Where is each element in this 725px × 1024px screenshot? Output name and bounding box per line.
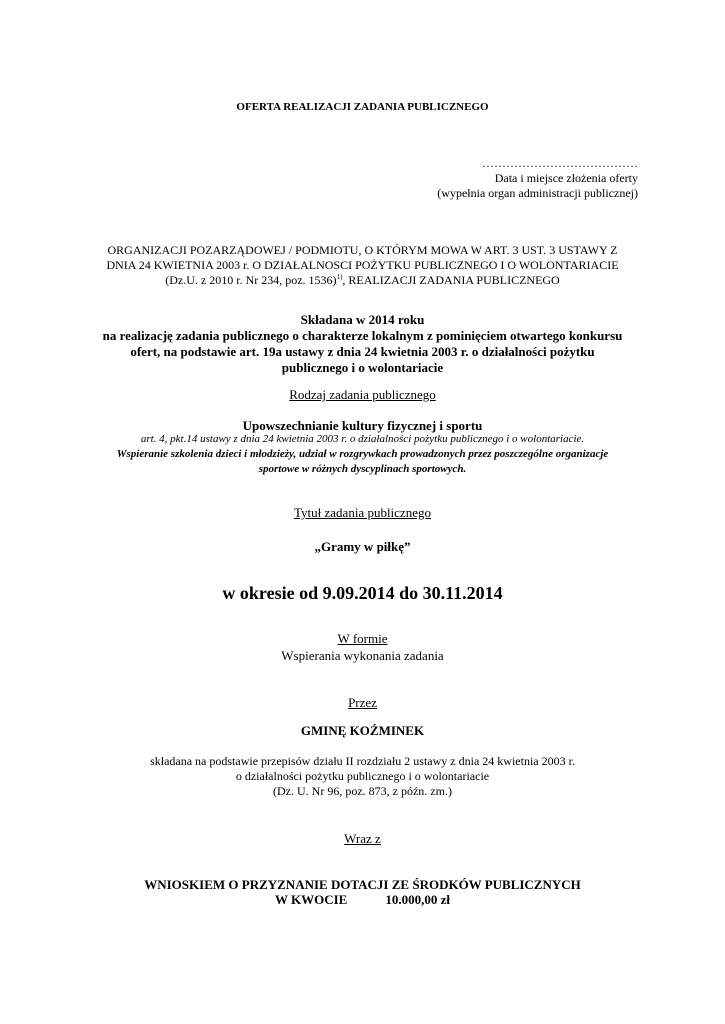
org-line-3-text: (Dz.U. z 2010 r. Nr 234, poz. 1536) (165, 273, 337, 287)
application-line-2 (0, 892, 725, 908)
submitted-line-2: na realizację zadania publicznego o charakterze lokalnym z pominięciem otwartego konkursu (102, 328, 623, 343)
form-value: Wspierania wykonania zadania (281, 648, 444, 663)
legal-line-3: (Dz. U. Nr 96, poz. 873, z późn. zm.) (273, 784, 452, 798)
document-title: OFERTA REALIZACJI ZADANIA PUBLICZNEGO (236, 101, 489, 113)
task-type-desc-1: Wspieranie szkolenia dzieci i młodzieży, udział w rozgrywkach prowadzonych przez poszczególne organizacje (116, 448, 609, 460)
date-note: (wypełnia organ administracji publicznej) (437, 186, 638, 200)
task-type-label: Rodzaj zadania publicznego (289, 387, 436, 402)
by-value: GMINĘ KOŹMINEK (300, 723, 425, 738)
date-dots: ………………………………… (482, 156, 638, 170)
task-type-desc-2: sportowe w różnych dyscyplinach sportowych. (258, 463, 467, 475)
task-title-label: Tytuł zadania publicznego (294, 505, 431, 520)
form-label: W formie (337, 631, 388, 646)
org-line-3-text-end: , REALIZACJI ZADANIA PUBLICZNEGO (342, 273, 560, 287)
amount-value: 10.000,00 zł (385, 892, 450, 907)
submitted-line-3: ofert, na podstawie art. 19a ustawy z dnia 24 kwietnia 2003 r. o działalności pożytku (130, 344, 595, 359)
org-line-1: ORGANIZACJI POZARZĄDOWEJ / PODMIOTU, O KTÓRYM MOWA W ART. 3 UST. 3 USTAWY Z (107, 243, 618, 257)
task-type-basis: art. 4, pkt.14 ustawy z dnia 24 kwietnia 2003 r. o działalności pożytku publicznego i o wolontariacie. (140, 433, 585, 445)
date-label: Data i miejsce złożenia oferty (494, 171, 638, 185)
task-title-value: „Gramy w piłkę” (314, 539, 411, 554)
legal-line-2: o działalności pożytku publicznego i o wolontariacie (235, 769, 490, 783)
period-text: w okresie od 9.09.2014 do 30.11.2014 (222, 583, 503, 603)
footnote-ref: 1) (336, 273, 343, 281)
submitted-line-4: publicznego i o wolontariacie (281, 360, 444, 375)
by-label: Przez (348, 695, 377, 710)
with-label: Wraz z (344, 831, 381, 846)
org-line-2: DNIA 24 KWIETNIA 2003 r. O DZIAŁALNOSCI POŻYTKU PUBLICZNEGO I O WOLONTARIACIE (106, 258, 619, 272)
application-line-1: WNIOSKIEM O PRZYZNANIE DOTACJI ZE ŚRODKÓW PUBLICZNYCH (144, 877, 581, 892)
submitted-year: Składana w 2014 roku (300, 312, 425, 327)
org-line-3 (0, 273, 725, 288)
task-type-name: Upowszechnianie kultury fizycznej i sportu (242, 418, 483, 433)
amount-label: W KWOCIE (275, 892, 348, 907)
legal-line-1: składana na podstawie przepisów działu II rozdziału 2 ustawy z dnia 24 kwietnia 2003 r. (150, 754, 575, 768)
